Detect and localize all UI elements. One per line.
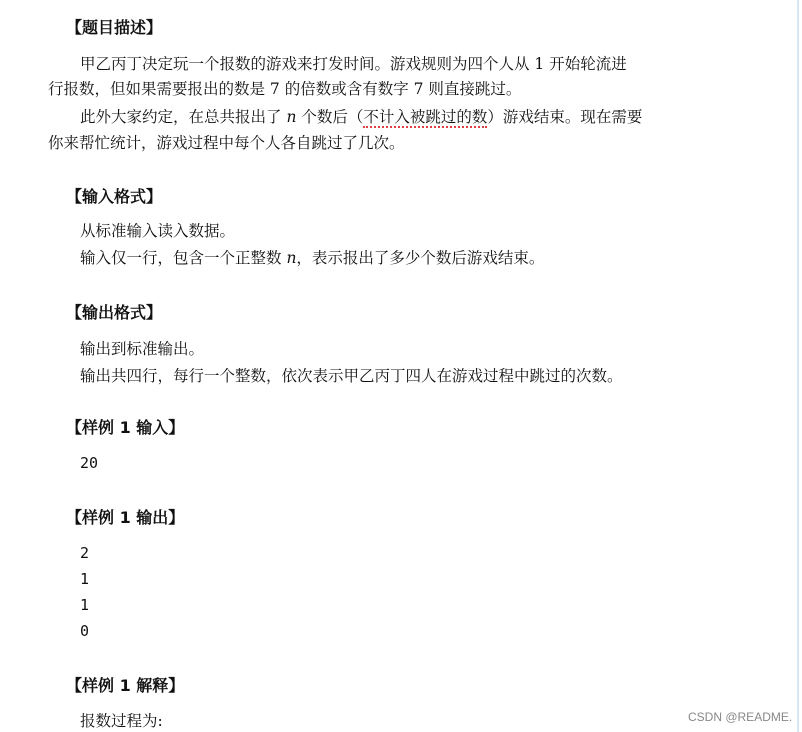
output-format-line: 输出共四行，每行一个整数，依次表示甲乙丙丁四人在游戏过程中跳过的次数。 bbox=[80, 367, 623, 385]
text: ，表示报出了多少个数后游戏结束。 bbox=[296, 249, 545, 267]
description-heading: 【题目描述】 bbox=[66, 18, 163, 37]
text: ）游戏结束。现在需要 bbox=[487, 108, 643, 126]
sample-output-heading: 【样例 1 输出】 bbox=[66, 508, 185, 527]
input-format-line: 从标准输入读入数据。 bbox=[80, 222, 236, 240]
description-line: 你来帮忙统计，游戏过程中每个人各自跳过了几次。 bbox=[48, 134, 405, 152]
input-format-heading: 【输入格式】 bbox=[66, 187, 163, 206]
sample-output-line: 0 bbox=[80, 622, 90, 640]
watermark: CSDN @README. bbox=[688, 710, 793, 724]
output-format-heading: 【输出格式】 bbox=[66, 303, 163, 322]
sample-explain-heading: 【样例 1 解释】 bbox=[66, 676, 185, 695]
description-line: 行报数，但如果需要报出的数是 7 的倍数或含有数字 7 则直接跳过。 bbox=[48, 80, 522, 98]
sample-explain-line: 报数过程为: bbox=[80, 712, 163, 730]
description-line bbox=[80, 105, 642, 127]
sample-output-line: 1 bbox=[80, 570, 90, 588]
page-edge-divider bbox=[797, 0, 799, 732]
variable-n: n bbox=[286, 249, 297, 267]
sample-output-line: 2 bbox=[80, 544, 90, 562]
text: 此外大家约定，在总共报出了 bbox=[80, 108, 287, 126]
description-line: 甲乙丙丁决定玩一个报数的游戏来打发时间。游戏规则为四个人从 1 开始轮流进 bbox=[80, 55, 627, 73]
output-format-line: 输出到标准输出。 bbox=[80, 340, 205, 358]
text: 个数后（ bbox=[296, 108, 364, 126]
variable-n: n bbox=[286, 108, 297, 126]
sample-output-line: 1 bbox=[80, 596, 90, 614]
emphasis-text: 不计入被跳过的数 bbox=[363, 108, 488, 126]
text: 输入仅一行，包含一个正整数 bbox=[80, 249, 287, 267]
sample-input-heading: 【样例 1 输入】 bbox=[66, 418, 185, 437]
input-format-line bbox=[80, 246, 544, 268]
sample-input-line: 20 bbox=[80, 454, 99, 472]
